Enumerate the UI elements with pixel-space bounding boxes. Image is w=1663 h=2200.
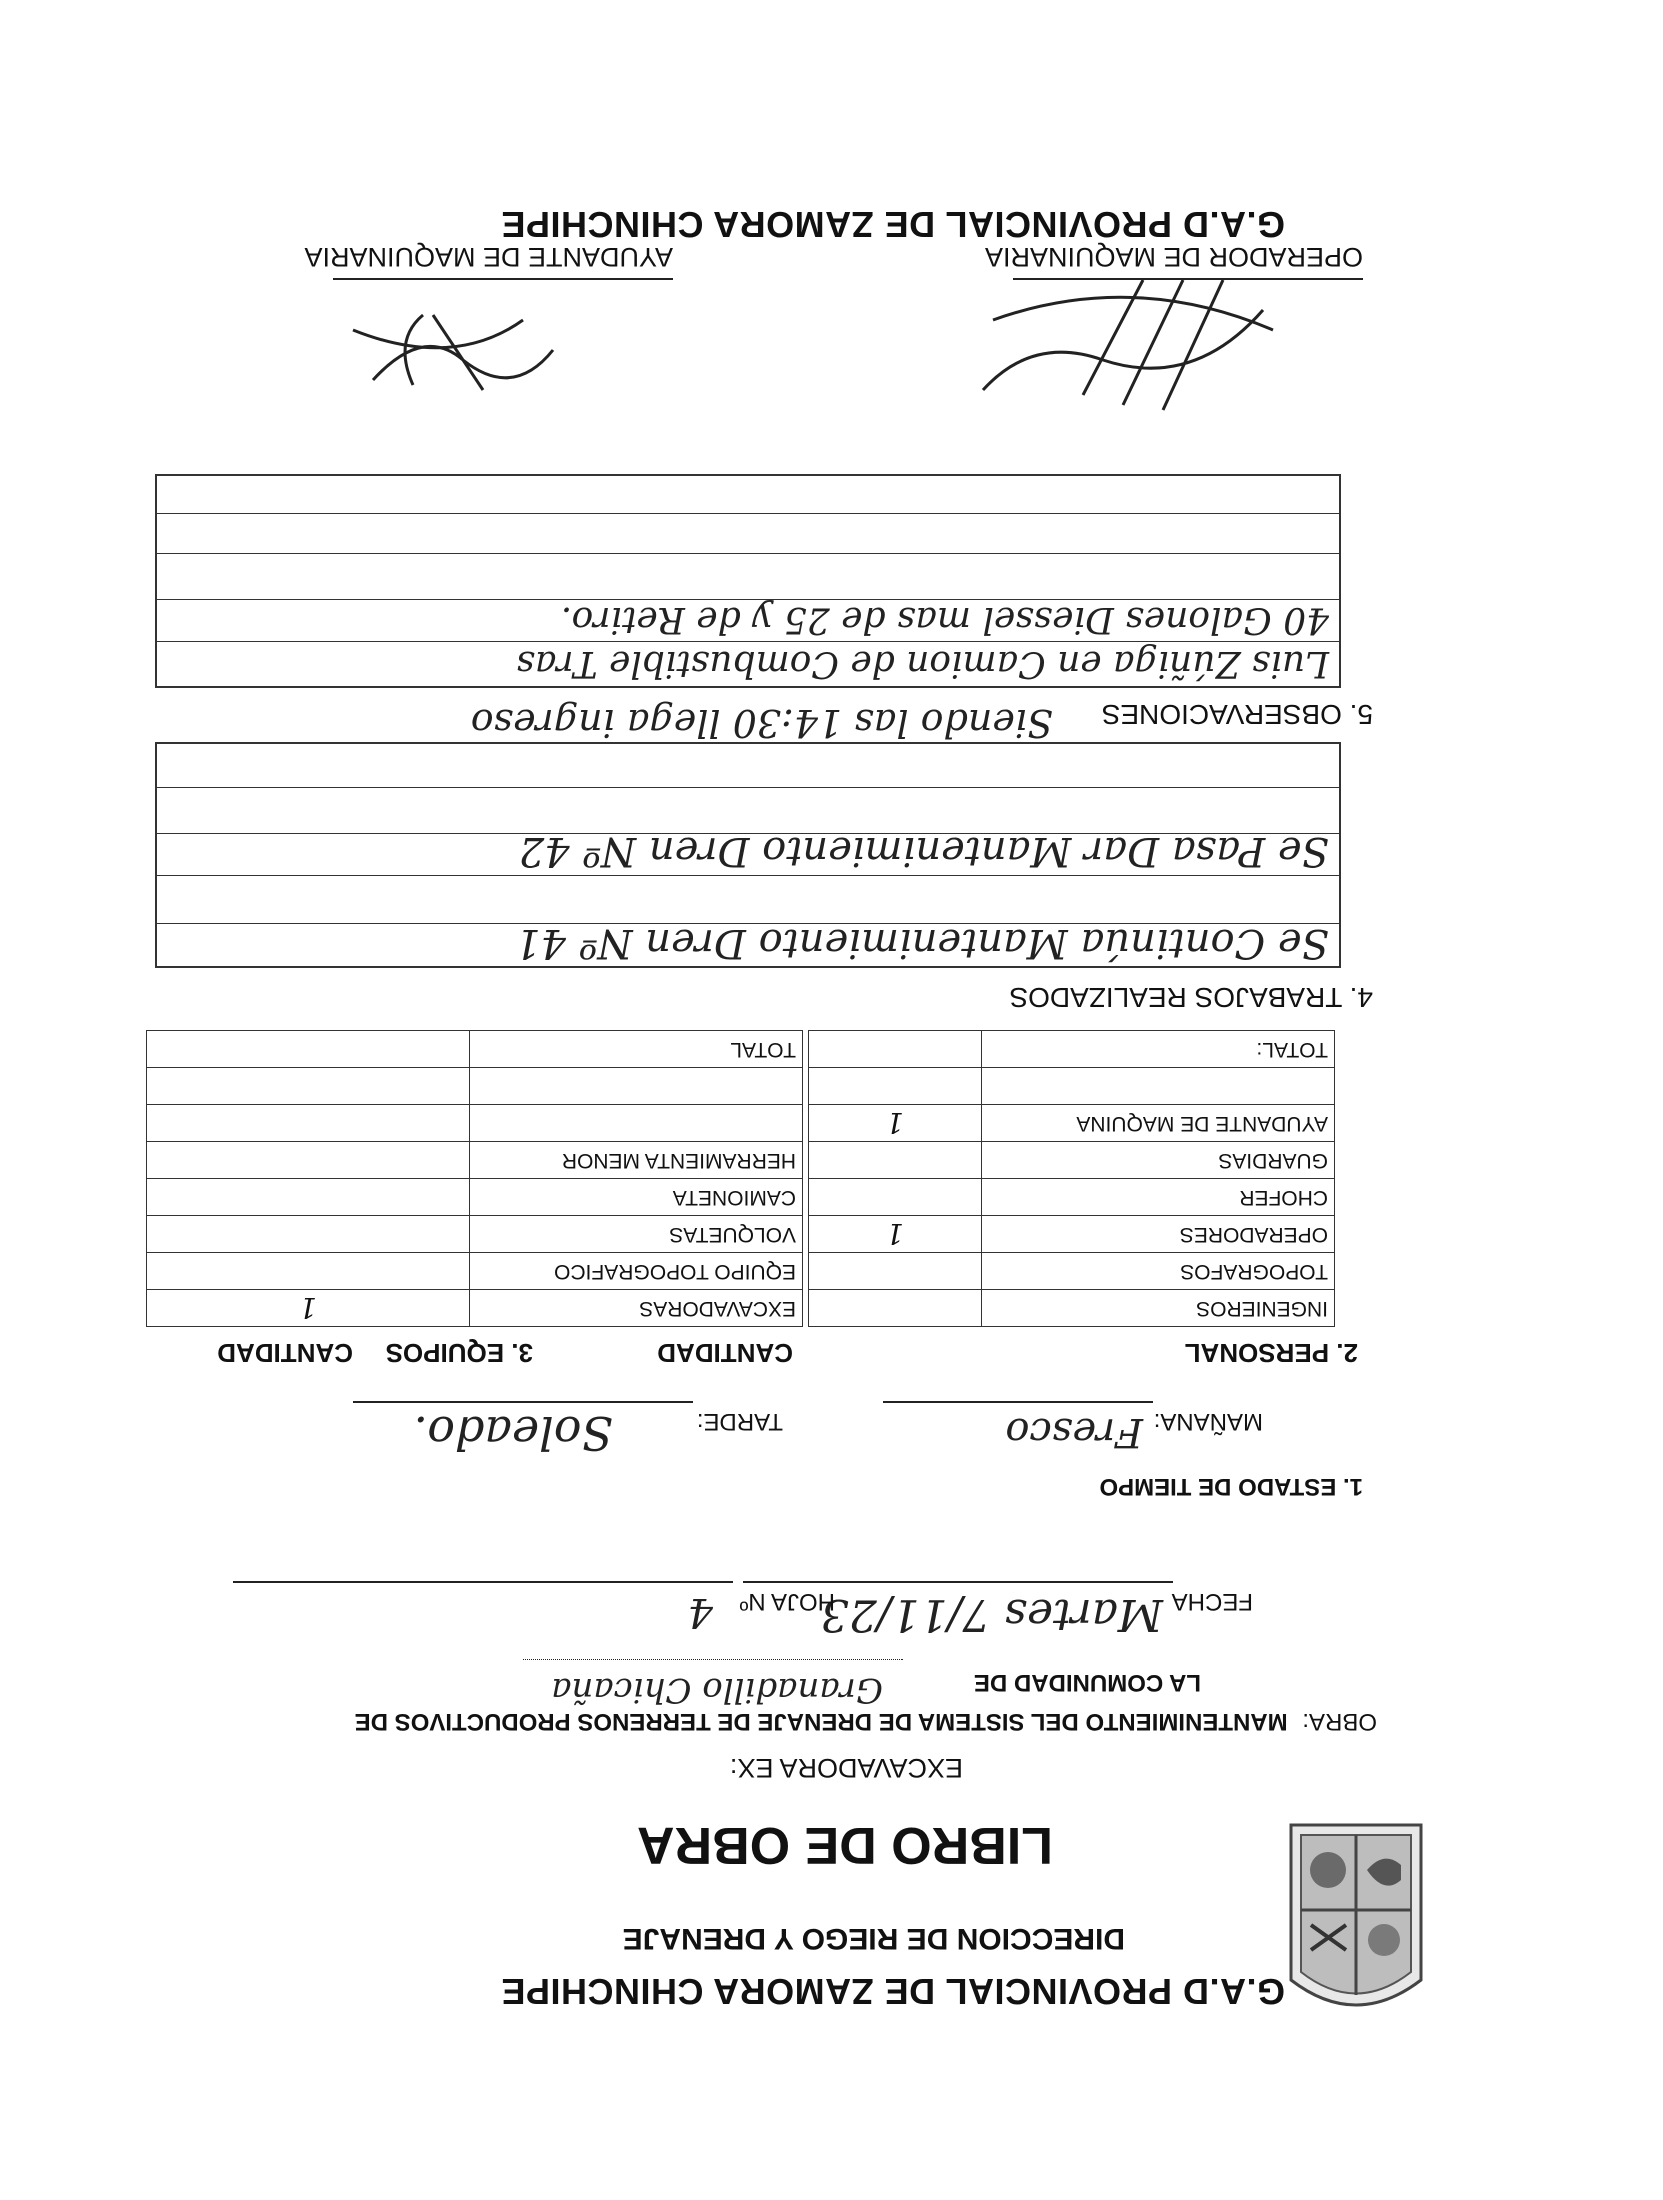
personal-qty <box>809 1253 982 1290</box>
fecha-label: FECHA <box>1171 1588 1253 1615</box>
ayudante-label: AYUDANTE DE MAQUINARIA <box>304 242 673 272</box>
obra-text: MANTENIMIENTO DEL SISTEMA DE DRENAJE DE TERRENOS PRODUCTIVOS DE <box>354 1708 1288 1735</box>
personal-qty <box>809 1142 982 1179</box>
equipos-row <box>147 1179 803 1216</box>
equipos-row <box>147 1216 803 1253</box>
hoja-label: HOJA Nº <box>739 1588 835 1615</box>
personal-label: INGENIEROS <box>982 1290 1335 1327</box>
observaciones-line-1: Luis Zúñiga en Camion de Combustible Tras <box>516 643 1329 684</box>
trabajos-line-1: Se Continúa Mantenimiento Dren Nº 41 <box>515 920 1329 966</box>
community-label: LA COMUNIDAD DE <box>973 1669 1201 1696</box>
provincial-crest-icon <box>1281 1820 1431 2020</box>
equipos-row <box>147 1068 803 1105</box>
trabajos-line-2: Se Pasa Dar Mantenimiento Dren Nº 42 <box>518 828 1329 874</box>
personal-row <box>809 1105 1335 1142</box>
observaciones-line-2: 40 Galones Diessel mas de 25 y de Retiro. <box>560 599 1329 640</box>
personal-row <box>809 1031 1335 1068</box>
personal-qty <box>809 1031 982 1068</box>
equipos-qty <box>147 1142 470 1179</box>
manana-label: MAÑANA: <box>1153 1408 1263 1435</box>
personal-table <box>808 1030 1335 1327</box>
trabajos-heading: 4. TRABAJOS REALIZADOS <box>1009 982 1373 1013</box>
community-value: Granadillo Chicaña <box>551 1670 883 1710</box>
department-name: DIRECCION DE RIEGO Y DRENAJE <box>622 1922 1125 1955</box>
personal-label: AYUDANTE DE MAQUINA <box>982 1105 1335 1142</box>
personal-row <box>809 1068 1335 1105</box>
tarde-value: Soleado. <box>413 1406 613 1460</box>
institution-name: G.A.D PROVINCIAL DE ZAMORA CHINCHIPE <box>500 204 1285 245</box>
hoja-value: 4 <box>687 1589 713 1635</box>
estado-tiempo-heading: 1. ESTADO DE TIEMPO <box>1099 1473 1363 1500</box>
personal-row <box>809 1216 1335 1253</box>
equipos-qty <box>147 1031 470 1068</box>
observaciones-heading: 5. OBSERVACIONES <box>1101 699 1373 730</box>
equipos-qty <box>147 1068 470 1105</box>
personal-label <box>982 1068 1335 1105</box>
equipos-row <box>147 1253 803 1290</box>
manana-value: Fresco <box>1005 1409 1143 1455</box>
observaciones-first-line: Siendo las 14:30 llega ingreso <box>470 701 1053 745</box>
personal-cantidad-header: CANTIDAD <box>657 1338 793 1368</box>
equipos-qty <box>147 1179 470 1216</box>
personal-qty <box>809 1068 982 1105</box>
observaciones-box <box>155 474 1341 688</box>
equipos-qty <box>147 1216 470 1253</box>
ayudante-signature <box>333 300 573 410</box>
personal-label: OPERADORES <box>982 1216 1335 1253</box>
personal-qty <box>809 1290 982 1327</box>
personal-heading: 2. PERSONAL <box>1184 1338 1358 1368</box>
equipos-label: EQUIPO TOPOGRAFICO <box>470 1253 803 1290</box>
operador-signature <box>963 260 1283 430</box>
equipos-label: CAMIONETA <box>470 1179 803 1216</box>
personal-label: TOTAL: <box>982 1031 1335 1068</box>
equipos-qty: 1 <box>147 1290 470 1327</box>
equipos-label: HERRAMIENTA MENOR <box>470 1142 803 1179</box>
operador-label: OPERADOR DE MAQUINARIA <box>984 242 1363 272</box>
equipos-row <box>147 1290 803 1327</box>
fecha-value: Martes 7/11/23 <box>820 1589 1163 1640</box>
equipos-label: VOLQUETAS <box>470 1216 803 1253</box>
personal-label: TOPOGRAFOS <box>982 1253 1335 1290</box>
personal-qty <box>809 1179 982 1216</box>
personal-label: GUARDIAS <box>982 1142 1335 1179</box>
tarde-label: TARDE: <box>696 1408 783 1435</box>
personal-label: CHOFER <box>982 1179 1335 1216</box>
obra-label: OBRA: MANTENIMIENTO DEL SISTEMA DE DRENAJE DE TERRENOS PRODUCTIVOS DE <box>354 1708 1377 1735</box>
equipos-label <box>470 1068 803 1105</box>
trabajos-box <box>155 742 1341 968</box>
personal-row <box>809 1142 1335 1179</box>
personal-row <box>809 1253 1335 1290</box>
personal-qty: 1 <box>809 1216 982 1253</box>
personal-qty: 1 <box>809 1105 982 1142</box>
personal-row <box>809 1290 1335 1327</box>
equipos-cantidad-header: CANTIDAD <box>217 1338 353 1368</box>
document-title: LIBRO DE OBRA <box>637 1816 1053 1874</box>
equipos-table <box>146 1030 803 1327</box>
personal-row <box>809 1179 1335 1216</box>
equipos-label <box>470 1105 803 1142</box>
equipos-qty <box>147 1253 470 1290</box>
equipos-row <box>147 1105 803 1142</box>
machine-label: EXCAVADORA EX: <box>729 1753 963 1783</box>
equipos-qty <box>147 1105 470 1142</box>
equipos-heading: 3. EQUIPOS <box>385 1338 533 1368</box>
equipos-row <box>147 1142 803 1179</box>
equipos-label: TOTAL <box>470 1031 803 1068</box>
institution-header: G.A.D PROVINCIAL DE ZAMORA CHINCHIPE <box>500 1971 1285 2012</box>
equipos-row <box>147 1031 803 1068</box>
equipos-label: EXCAVADORAS <box>470 1290 803 1327</box>
